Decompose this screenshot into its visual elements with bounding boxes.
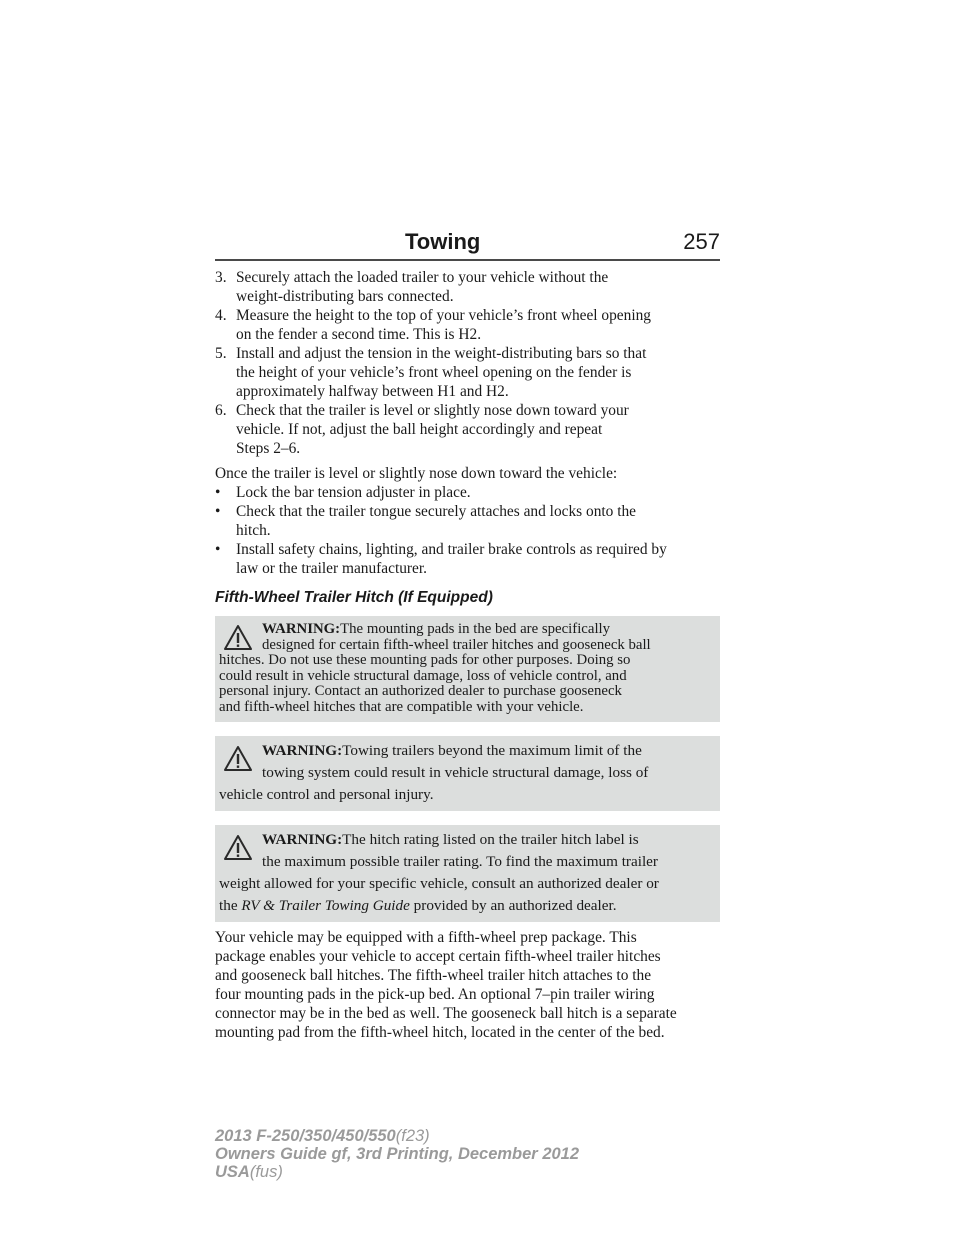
footer-region-code: (fus) [249, 1163, 283, 1181]
step-item [215, 344, 720, 401]
bullet-line: Check that the trailer tongue securely attaches and locks onto the [236, 503, 637, 520]
warning-line: hitches. Do not use these mounting pads for other purposes. Doing so [219, 652, 631, 668]
header-divider [215, 259, 720, 261]
step-line: Install and adjust the tension in the weight-distributing bars so that [236, 345, 647, 362]
warning-lead: The mounting pads in the bed are specifically [340, 621, 611, 637]
guide-title: RV & Trailer Towing Guide [241, 897, 410, 914]
warning-first-line [219, 740, 716, 762]
step-line: approximately halfway between H1 and H2. [236, 383, 509, 400]
footer-region-line [215, 1163, 579, 1181]
section-title: Towing [405, 229, 481, 254]
warning-line: personal injury. Contact an authorized dealer to purchase gooseneck [219, 683, 622, 699]
warning-box [215, 825, 720, 922]
warning-triangle-icon [223, 745, 253, 772]
step-item [215, 306, 720, 344]
paragraph-line: four mounting pads in the pick-up bed. An optional 7–pin trailer wiring [215, 986, 655, 1003]
page-body [215, 268, 720, 1042]
step-number: 6. [215, 402, 227, 419]
warning-box [215, 736, 720, 811]
bullet-item [215, 502, 720, 540]
bullet-marker: • [215, 484, 221, 501]
warning-lead: The hitch rating listed on the trailer hitch label is [342, 831, 639, 848]
step-item [215, 268, 720, 306]
step-number: 5. [215, 345, 227, 362]
warning-line: could result in vehicle structural damage, loss of vehicle control, and [219, 667, 627, 684]
bullet-line: hitch. [236, 522, 271, 539]
footer-region: USA [215, 1163, 250, 1181]
paragraph-line: Your vehicle may be equipped with a fifth-wheel prep package. This [215, 929, 637, 946]
warning-first-line [219, 622, 716, 638]
warning-triangle-icon [223, 624, 253, 651]
step-number: 3. [215, 269, 227, 286]
step-line: Check that the trailer is level or slightly nose down toward your [236, 402, 629, 419]
warning-line: and fifth-wheel hitches that are compatible with your vehicle. [219, 698, 584, 715]
warning-text: the [219, 897, 238, 914]
bullet-marker: • [215, 541, 221, 558]
warning-line: the maximum possible trailer rating. To find the maximum trailer [262, 853, 658, 870]
step-line: the height of your vehicle’s front wheel opening on the fender is [236, 364, 632, 381]
page-header [215, 229, 720, 261]
warning-line: towing system could result in vehicle structural damage, loss of [262, 764, 649, 781]
step-item [215, 401, 720, 458]
paragraph-line: mounting pad from the fifth-wheel hitch, located in the center of the bed. [215, 1024, 665, 1041]
warning-triangle-icon [223, 834, 253, 861]
footer-model-line [215, 1127, 579, 1145]
step-line: Securely attach the loaded trailer to your vehicle without the [236, 269, 609, 286]
warning-first-line [219, 829, 716, 851]
step-line: on the fender a second time. This is H2. [236, 326, 482, 343]
page-number: 257 [683, 229, 720, 254]
warning-last-line [219, 895, 716, 917]
bullet-marker: • [215, 503, 221, 520]
step-line: Measure the height to the top of your vehicle’s front wheel opening [236, 307, 652, 324]
section-subheading: Fifth-Wheel Trailer Hitch (If Equipped) [215, 589, 493, 606]
paragraph-line: connector may be in the bed as well. The gooseneck ball hitch is a separate [215, 1005, 677, 1022]
paragraph-line: package enables your vehicle to accept certain fifth-wheel trailer hitches [215, 948, 661, 965]
page-footer [215, 1127, 579, 1181]
bullet-item [215, 540, 720, 578]
bullet-line: Install safety chains, lighting, and trailer brake controls as required by [236, 541, 667, 558]
intro-paragraph: Once the trailer is level or slightly nose down toward the vehicle: [215, 465, 618, 482]
warning-text: provided by an authorized dealer. [413, 897, 617, 914]
bullet-line: Lock the bar tension adjuster in place. [236, 484, 471, 501]
step-line: weight-distributing bars connected. [236, 288, 454, 305]
step-line: Steps 2–6. [236, 440, 301, 457]
warning-label: WARNING: [262, 742, 343, 759]
bullet-item [215, 483, 720, 502]
warning-box [215, 616, 720, 722]
warning-lead: Towing trailers beyond the maximum limit of the [342, 742, 642, 759]
footer-code: (f23) [395, 1127, 430, 1145]
warning-label: WARNING: [262, 621, 341, 637]
footer-model: 2013 F-250/350/450/550 [215, 1127, 396, 1145]
bullet-line: law or the trailer manufacturer. [236, 560, 428, 577]
bullet-list [215, 483, 720, 578]
warning-label: WARNING: [262, 831, 343, 848]
step-number: 4. [215, 307, 227, 324]
warning-line: designed for certain fifth-wheel trailer hitches and gooseneck ball [262, 636, 651, 653]
footer-edition-line: Owners Guide gf, 3rd Printing, December 2012 [215, 1145, 580, 1163]
closing-paragraph [215, 928, 720, 1042]
step-line: vehicle. If not, adjust the ball height accordingly and repeat [236, 421, 603, 438]
steps-list [215, 268, 720, 458]
warning-line: weight allowed for your specific vehicle, consult an authorized dealer or [219, 875, 659, 892]
paragraph-line: and gooseneck ball hitches. The fifth-wheel trailer hitch attaches to the [215, 967, 652, 984]
warning-line: vehicle control and personal injury. [219, 786, 434, 803]
